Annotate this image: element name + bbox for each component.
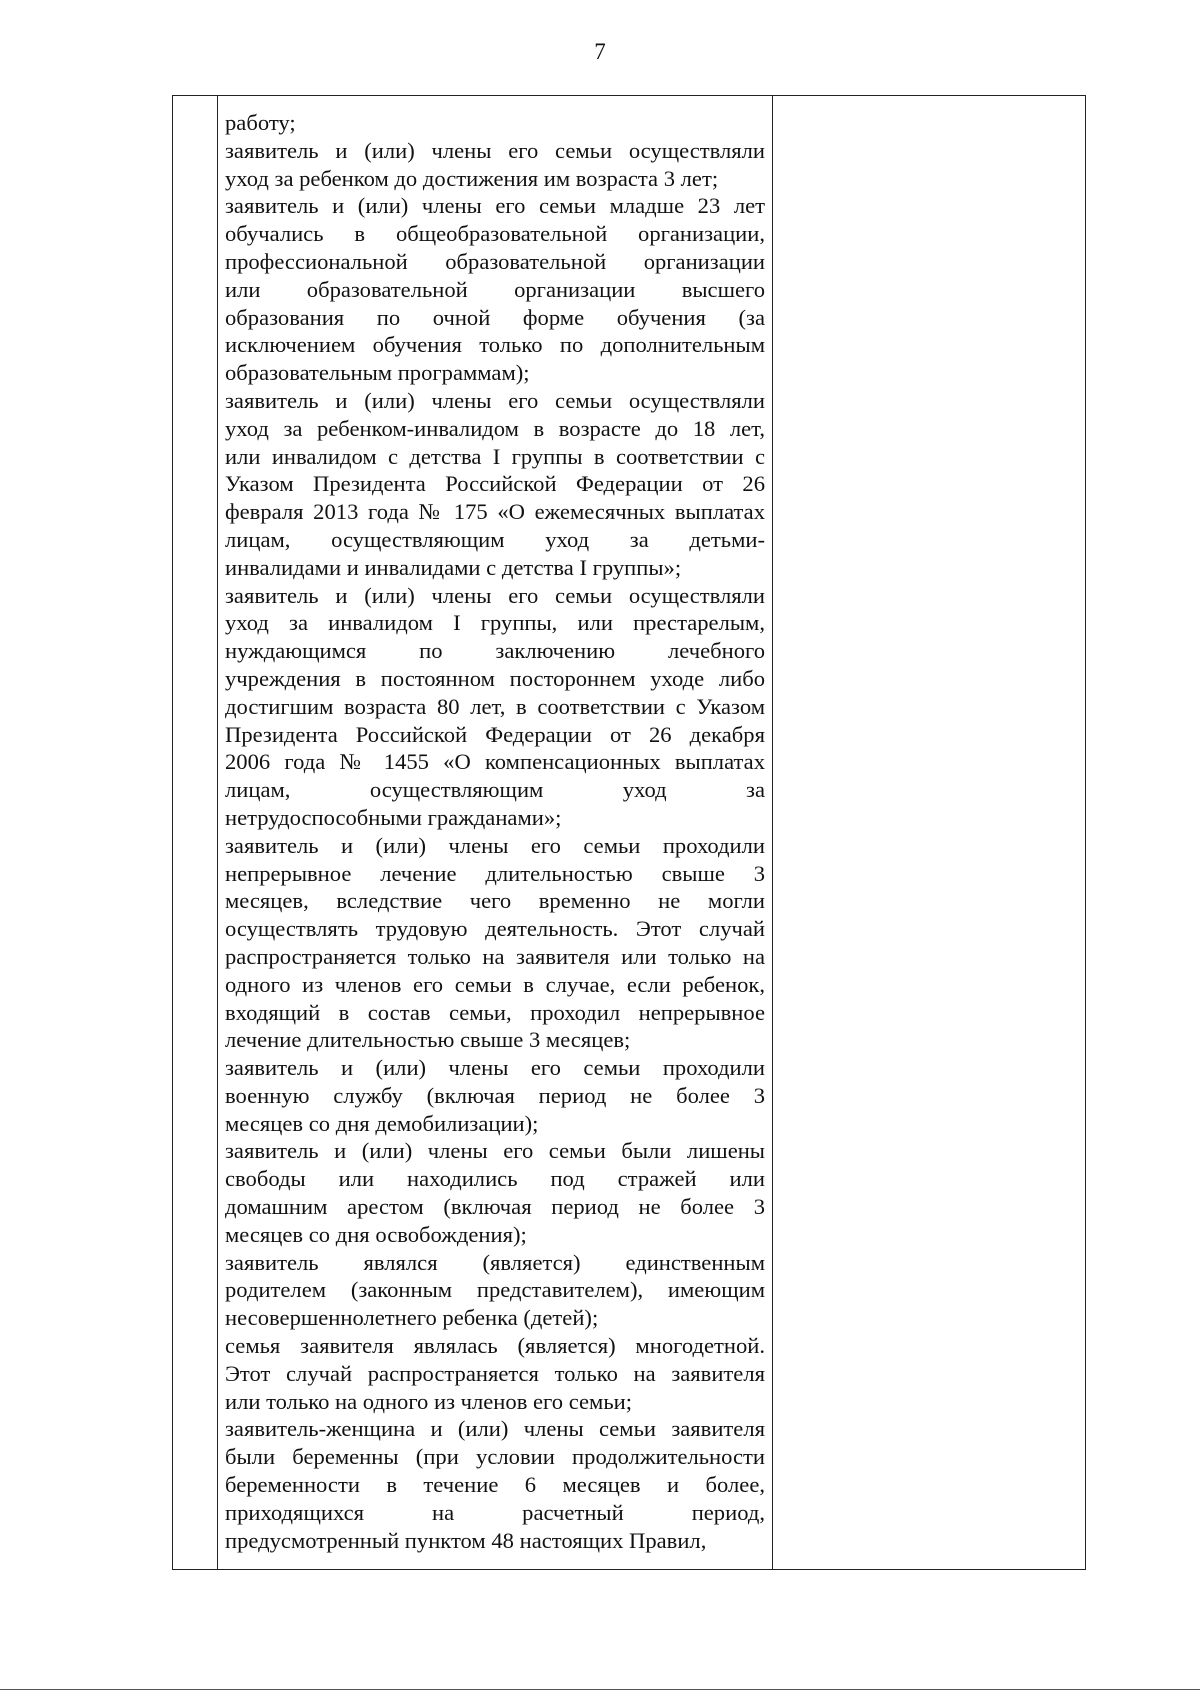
paragraph xyxy=(225,1054,765,1137)
text-line: заявитель и (или) члены его семьи младше 23 лет xyxy=(225,193,765,219)
text-line: свободы или находились под стражей или xyxy=(225,1166,765,1192)
paragraph xyxy=(225,137,765,193)
text-line: уход за ребенком-инвалидом в возрасте до 18 лет, xyxy=(225,415,765,441)
paragraph xyxy=(225,1249,765,1332)
paragraph xyxy=(225,109,765,137)
text-line: или образовательной организации высшего xyxy=(225,276,765,302)
text-line: Президента Российской Федерации от 26 декабря xyxy=(225,721,765,747)
text-line: уход за инвалидом I группы, или престарелым, xyxy=(225,610,765,636)
page-bottom-rule xyxy=(0,1689,1200,1690)
text-line: инвалидами и инвалидами с детства I группы»; xyxy=(225,554,682,580)
text-line: заявитель и (или) члены его семьи осуществляли xyxy=(225,137,765,163)
text-line: образовательным программам); xyxy=(225,360,530,386)
text-line: непрерывное лечение длительностью свыше 3 xyxy=(225,860,765,886)
text-line: приходящихся на расчетный период, xyxy=(225,1499,765,1525)
paragraph xyxy=(225,1137,765,1248)
text-line: домашним арестом (включая период не более 3 xyxy=(225,1194,765,1220)
text-line: месяцев со дня освобождения); xyxy=(225,1221,527,1247)
table-column-divider-right xyxy=(772,96,773,1569)
paragraph xyxy=(225,832,765,1054)
text-line: заявитель и (или) члены его семьи осуществляли xyxy=(225,387,765,413)
text-line: одного из членов его семьи в случае, если ребенок, xyxy=(225,971,765,997)
text-line: заявитель и (или) члены его семьи осуществляли xyxy=(225,582,765,608)
text-line: профессиональной образовательной организации xyxy=(225,248,765,274)
text-line: Указом Президента Российской Федерации от 26 xyxy=(225,471,765,497)
text-line: были беременны (при условии продолжительности xyxy=(225,1444,765,1470)
text-line: образования по очной форме обучения (за xyxy=(225,304,765,330)
page-number: 7 xyxy=(594,39,606,64)
paragraph xyxy=(225,1332,765,1415)
text-line: военную службу (включая период не более 3 xyxy=(225,1082,765,1108)
text-line: или только на одного из членов его семьи; xyxy=(225,1388,632,1414)
text-line: нуждающимся по заключению лечебного xyxy=(225,638,765,664)
text-line: или инвалидом с детства I группы в соответствии с xyxy=(225,443,765,469)
table-cell-conditions-text xyxy=(225,109,765,1554)
table-column-divider-left xyxy=(217,96,218,1569)
text-line: учреждения в постоянном постороннем уходе либо xyxy=(225,665,765,691)
text-line: достигшим возраста 80 лет, в соответствии с Указом xyxy=(225,693,765,719)
text-line: заявитель и (или) члены его семьи были лишены xyxy=(225,1138,765,1164)
text-line: входящий в состав семьи, проходил непрерывное xyxy=(225,999,765,1025)
text-line: заявитель-женщина и (или) члены семьи заявителя xyxy=(225,1416,765,1442)
paragraph xyxy=(225,192,765,387)
text-line: распространяется только на заявителя или только на xyxy=(225,943,765,969)
text-line: 2006 года № 1455 «О компенсационных выплатах xyxy=(225,749,765,775)
text-line: родителем (законным представителем), имеющим xyxy=(225,1277,765,1303)
text-line: месяцев, вследствие чего временно не могли xyxy=(225,888,765,914)
paragraph xyxy=(225,387,765,582)
text-line: работу; xyxy=(225,110,296,135)
text-line: заявитель являлся (является) единственным xyxy=(225,1249,765,1275)
paragraph xyxy=(225,1415,765,1554)
text-line: осуществлять трудовую деятельность. Этот случай xyxy=(225,916,765,942)
text-line: беременности в течение 6 месяцев и более, xyxy=(225,1472,765,1498)
text-line: обучались в общеобразовательной организации, xyxy=(225,221,765,247)
text-line: заявитель и (или) члены его семьи проходили xyxy=(225,1055,765,1081)
text-line: лицам, осуществляющим уход за детьми- xyxy=(225,526,765,552)
text-line: февраля 2013 года № 175 «О ежемесячных выплатах xyxy=(225,499,765,525)
text-line: несовершеннолетнего ребенка (детей); xyxy=(225,1305,599,1331)
text-line: нетрудоспособными гражданами»; xyxy=(225,804,562,830)
text-line: Этот случай распространяется только на заявителя xyxy=(225,1360,765,1386)
text-line: исключением обучения только по дополнительным xyxy=(225,332,765,358)
text-line: заявитель и (или) члены его семьи проходили xyxy=(225,832,765,858)
text-line: семья заявителя являлась (является) многодетной. xyxy=(225,1333,765,1359)
text-line: лицам, осуществляющим уход за xyxy=(225,777,765,803)
paragraph xyxy=(225,582,765,832)
text-line: месяцев со дня демобилизации); xyxy=(225,1110,539,1136)
text-line: лечение длительностью свыше 3 месяцев; xyxy=(225,1027,631,1053)
text-line: предусмотренный пунктом 48 настоящих Правил, xyxy=(225,1527,707,1553)
text-line: уход за ребенком до достижения им возраста 3 лет; xyxy=(225,165,719,191)
